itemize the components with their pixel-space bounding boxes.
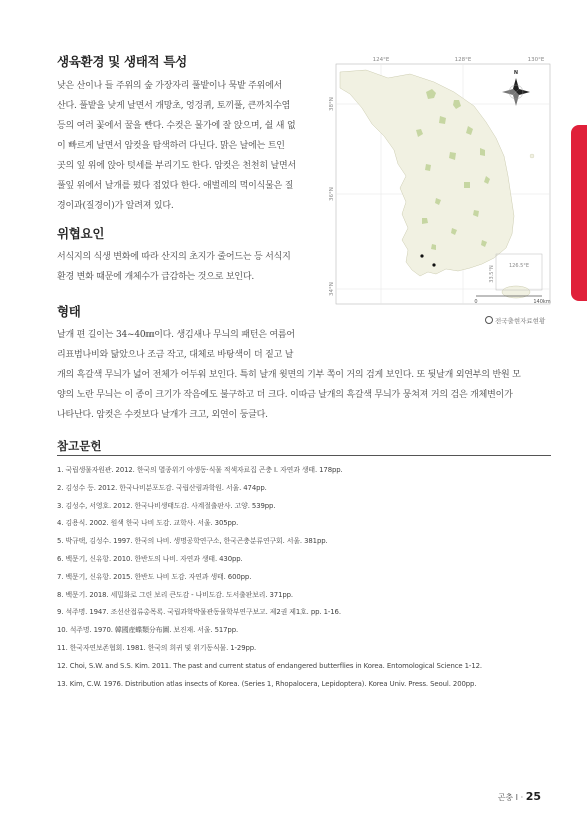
references-title: 참고문헌 <box>57 439 102 453</box>
page-footer <box>498 790 541 803</box>
text-line: 날개 편 길이는 34~40㎜이다. 생김새나 무늬의 패턴은 여름어 <box>57 330 295 340</box>
text-line: 양의 노란 무늬는 이 종이 크기가 작음에도 불구하고 더 크다. 이따금 날개의 흑갈색 무늬가 뭉쳐져 거의 검은 개체변이가 <box>57 390 513 400</box>
reference-item: 8. 백문기. 2018. 세밀화로 그린 보리 큰도감 - 나비도감. 도서출판보리. 371pp. <box>57 590 294 599</box>
reference-item: 2. 김성수 등. 2012. 한국나비분포도감. 국립산림과학원. 서울. 474pp. <box>57 483 267 492</box>
text-line: 산다. 풀밭을 낮게 날면서 개망초, 엉겅퀴, 토끼풀, 큰까치수염 <box>57 101 291 111</box>
chapter-side-tab <box>571 125 587 301</box>
inset-lat-label: 33.5°N <box>489 265 495 283</box>
section-title-threats: 위협요인 <box>57 226 105 241</box>
text-line: 등의 여러 꽃에서 꿀을 빤다. 수컷은 물가에 잘 앉으며, 쉴 새 없 <box>57 121 296 131</box>
text-line: 경이과(질경이)가 알려져 있다. <box>57 201 174 211</box>
text-line: 리표범나비와 닮았으나 조금 작고, 대체로 바탕색이 더 짙고 날 <box>57 350 294 360</box>
ecology-paragraph <box>57 76 296 216</box>
lat-label: 36°N <box>329 187 335 201</box>
footer-separator: · <box>520 793 524 802</box>
reference-item: 11. 한국자연보존협회. 1981. 한국의 희귀 및 위기동식물. 1-29pp. <box>57 643 257 652</box>
reference-item: 5. 박규택, 김성수. 1997. 한국의 나비. 생명공학연구소, 한국곤충분류연구회. 서울. 381pp. <box>57 537 328 546</box>
text-line: 환경 변화 때문에 개체수가 급감하는 것으로 보인다. <box>57 272 255 282</box>
legend-icon <box>485 316 493 324</box>
reference-item: 12. Choi, S.W. and S.S. Kim. 2011. The past and current status of endangered butterflies in Korea. Entomological Science 1-12. <box>57 661 482 670</box>
distribution-map <box>329 57 551 305</box>
reference-item: 13. Kim, C.W. 1976. Distribution atlas insects of Korea. (Series 1, Rhopalocera, Lepidoptera). Korea Univ. Press. Seoul. 200pp. <box>57 679 477 688</box>
reference-item: 7. 백문기, 신유항. 2015. 한반도 나비 도감. 자연과 생태. 600pp. <box>57 572 252 581</box>
footer-section-label: 곤충 I <box>497 793 519 802</box>
references-list <box>57 462 557 693</box>
occurrence-point <box>420 254 423 257</box>
morphology-paragraph <box>57 325 521 425</box>
reference-item: 4. 김용식. 2002. 원색 한국 나비 도감. 교학사. 서울. 305pp. <box>57 519 239 528</box>
text-line: 나타난다. 암컷은 수컷보다 날개가 크고, 외연이 둥글다. <box>57 410 268 420</box>
reference-item: 10. 석주명. 1970. 韓國産蝶類分布圖. 보진재. 서울. 517pp. <box>57 626 239 635</box>
text-line: 개의 흑갈색 무늬가 넓어 전체가 어두워 보인다. 특히 날개 윗면의 기부 쪽이 거의 검게 보인다. 또 뒷날개 외연부의 반원 모 <box>57 370 521 380</box>
reference-item: 3. 김성수, 서영호. 2012. 한국나비생태도감. 사계절출판사. 고양. 539pp. <box>57 501 276 510</box>
lon-label: 130°E <box>527 57 545 63</box>
lon-label: 128°E <box>454 57 472 63</box>
scale-start-label: 0 <box>474 299 478 305</box>
text-line: 풀잎 위에서 날개를 펐다 접었다 한다. 애벌레의 먹이식물은 질 <box>57 181 294 191</box>
threats-paragraph <box>57 247 291 287</box>
reference-item: 1. 국립생물자원관. 2012. 한국의 멸종위기 야생동·식물 적색자료집 곤충 I. 자연과 생태. 178pp. <box>57 466 343 474</box>
section-title-ecology: 생육환경 및 생태적 특성 <box>57 54 187 69</box>
scale-end-label: 140km <box>533 299 551 305</box>
section-title-morphology: 형태 <box>57 304 81 319</box>
map-credit <box>485 316 545 325</box>
occurrence-point <box>432 263 435 266</box>
north-label: N <box>513 70 519 76</box>
lat-label: 34°N <box>329 282 335 296</box>
text-line: 서식지의 식생 변화에 따라 산지의 초지가 줄어드는 등 서식지 <box>57 252 291 262</box>
page-number: 25 <box>525 790 541 803</box>
reference-item: 6. 백문기, 신유항. 2010. 한반도의 나비. 자연과 생태. 430pp. <box>57 554 243 563</box>
inset-lon-label: 126.5°E <box>509 263 529 269</box>
map-credit-text: 전국출현자료현황 <box>495 317 546 325</box>
reference-item: 9. 석주명. 1947. 조선산접류총목록. 국립과학박물관동물학부연구보고. 제2권 제1호. pp. 1-16. <box>57 608 341 617</box>
lon-label: 124°E <box>372 57 390 63</box>
text-line: 낮은 산이나 들 주위의 숲 가장자리 풀밭이나 묵밭 주위에서 <box>57 81 283 91</box>
lat-label: 38°N <box>329 97 335 111</box>
text-line: 이 빠르게 날면서 암컷을 탐색하러 다닌다. 맑은 날에는 트인 <box>57 141 285 151</box>
ulleung-island <box>530 154 534 158</box>
text-line: 곳의 잎 위에 앉아 텃세를 부리기도 한다. 암컷은 천천히 날면서 <box>57 161 296 171</box>
references-divider <box>57 455 551 456</box>
